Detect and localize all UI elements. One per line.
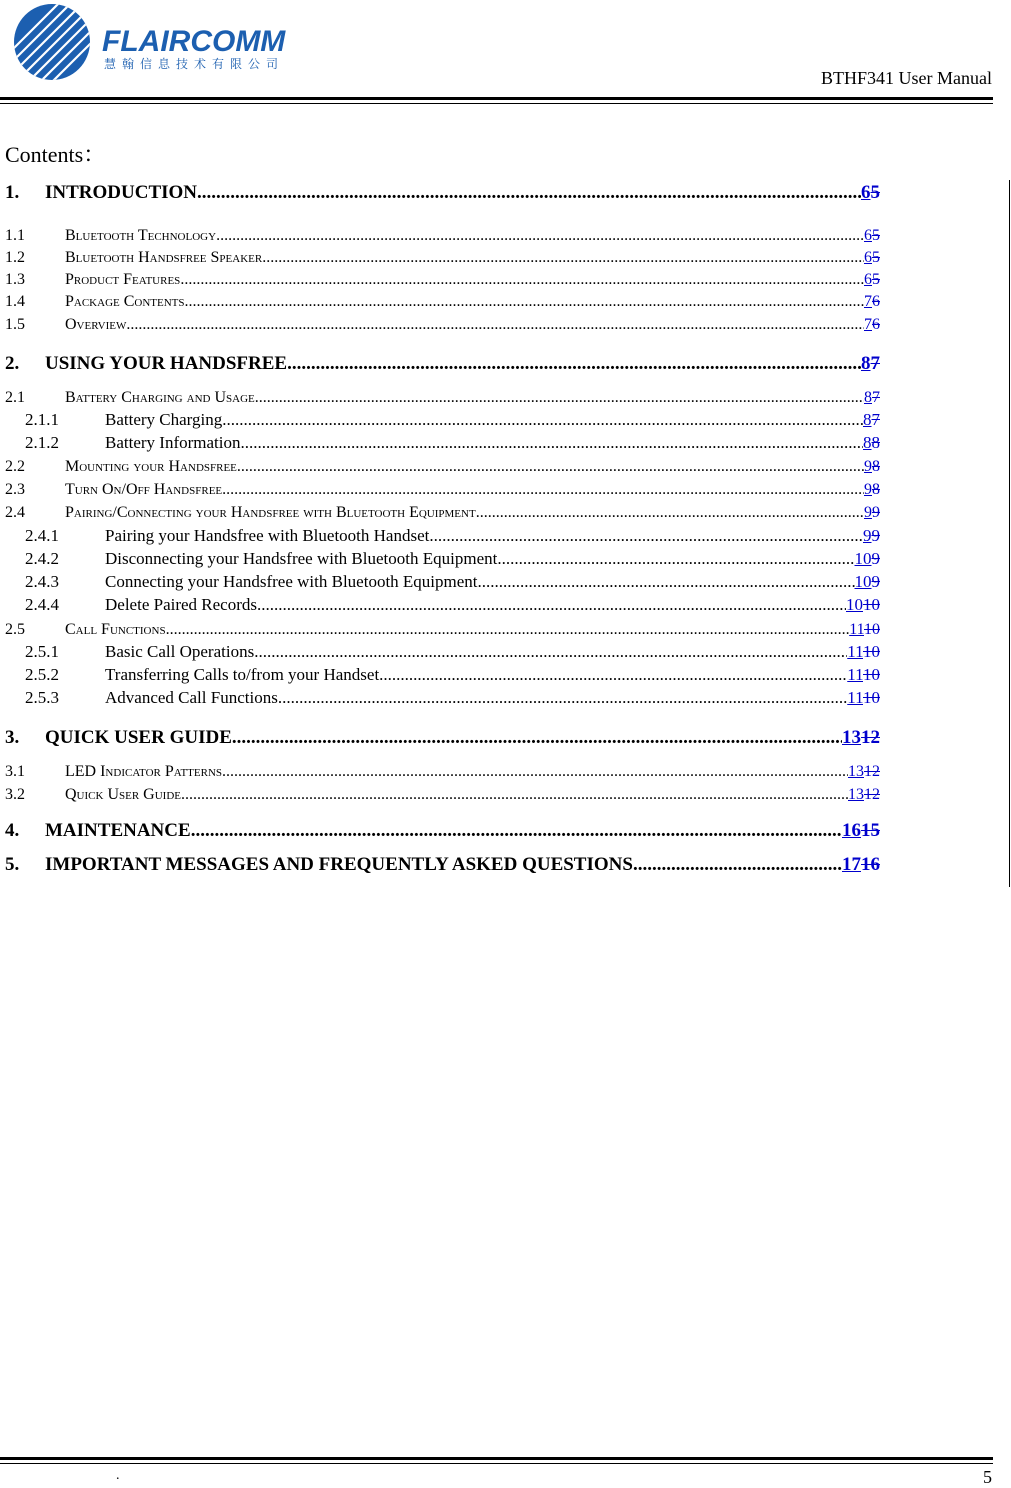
toc-number: 3.1 xyxy=(5,763,25,780)
toc-number: 2.4.2 xyxy=(25,549,59,568)
toc-page-ref[interactable] xyxy=(847,688,880,708)
toc-leader-dots xyxy=(222,410,863,430)
toc-page-new: 17 xyxy=(842,854,861,875)
toc-number: 1.5 xyxy=(5,316,25,333)
toc-number: 2.1.2 xyxy=(25,433,59,452)
toc-page-new: 11 xyxy=(847,642,863,661)
brand-name: FLAIRCOMM xyxy=(102,25,286,58)
toc-page-old: 5 xyxy=(872,249,880,266)
toc-leader-dots xyxy=(241,433,864,453)
toc-page-ref[interactable] xyxy=(863,526,880,546)
toc-leader-dots xyxy=(181,786,848,804)
toc-title: Bluetooth Handsfree Speaker xyxy=(65,249,263,266)
toc-page-old: 12 xyxy=(861,727,880,748)
toc-page-ref[interactable] xyxy=(864,293,880,311)
toc-entry[interactable] xyxy=(5,352,880,375)
toc-page-new: 11 xyxy=(847,665,863,684)
toc-page-ref[interactable] xyxy=(864,458,880,476)
toc-page-old: 12 xyxy=(864,786,880,803)
toc-title: INTRODUCTION xyxy=(45,182,198,203)
toc-title: Package Contents xyxy=(65,293,185,310)
toc-page-old: 8 xyxy=(871,433,880,452)
toc-page-old: 7 xyxy=(870,353,880,374)
toc-page-old: 7 xyxy=(871,410,880,429)
toc-page-old: 15 xyxy=(861,820,880,841)
toc-page-old: 16 xyxy=(861,854,880,875)
toc-page-ref[interactable] xyxy=(849,621,880,639)
toc-leader-dots xyxy=(262,249,864,267)
toc-page-new: 10 xyxy=(854,549,872,568)
toc-leader-dots xyxy=(255,389,864,407)
toc-entry[interactable] xyxy=(5,853,880,876)
toc-page-old: 8 xyxy=(872,458,880,475)
toc-page-old: 9 xyxy=(871,572,880,591)
toc-entry[interactable] xyxy=(5,726,880,749)
toc-page-ref[interactable] xyxy=(842,727,880,749)
toc-title: Overview xyxy=(65,316,127,333)
toc-entry[interactable] xyxy=(5,781,880,804)
toc-page-ref[interactable] xyxy=(855,572,881,592)
toc-leader-dots xyxy=(497,549,854,569)
toc-number: 2.1 xyxy=(5,389,25,406)
toc-title: Pairing/Connecting your Handsfree with Bluetooth Equipment xyxy=(65,504,476,521)
toc-entry[interactable] xyxy=(5,222,880,245)
toc-page-ref[interactable] xyxy=(864,316,880,334)
toc-page-new: 16 xyxy=(842,820,861,841)
document-title: BTHF341 User Manual xyxy=(821,68,992,88)
toc-page-ref[interactable] xyxy=(855,549,881,569)
toc-entry[interactable] xyxy=(5,288,880,311)
toc-title: Mounting your Handsfree xyxy=(65,458,237,475)
toc-page-ref[interactable] xyxy=(864,504,880,522)
toc-title: Product Features xyxy=(65,271,181,288)
toc-page-old: 10 xyxy=(863,688,880,707)
toc-title: Battery Charging xyxy=(105,410,223,429)
toc-page-new: 9 xyxy=(864,504,872,521)
toc-entry[interactable] xyxy=(5,453,880,476)
toc-entry[interactable] xyxy=(5,639,880,662)
toc-title: Turn On/Off Handsfree xyxy=(65,481,223,498)
toc-page-new: 8 xyxy=(861,353,871,374)
toc-leader-dots xyxy=(166,621,850,639)
toc-title: Bluetooth Technology xyxy=(65,227,217,244)
toc-entry[interactable] xyxy=(5,499,880,522)
toc-number: 1.1 xyxy=(5,227,25,244)
footer-rule-thin xyxy=(0,1463,993,1464)
toc-number: 2.5 xyxy=(5,621,25,638)
toc-entry[interactable] xyxy=(5,819,880,842)
toc-entry[interactable] xyxy=(5,616,880,639)
toc-leader-dots xyxy=(126,316,864,334)
toc-page-old: 5 xyxy=(872,227,880,244)
toc-number: 4. xyxy=(5,820,20,841)
toc-page-ref[interactable] xyxy=(842,820,880,842)
toc-number: 3.2 xyxy=(5,786,25,803)
toc-page-old: 5 xyxy=(872,271,880,288)
toc-number: 1.2 xyxy=(5,249,25,266)
toc-number: 5. xyxy=(5,854,20,875)
toc-page-new: 13 xyxy=(848,786,864,803)
footer-mark: . xyxy=(116,1468,120,1483)
toc-number: 2.5.2 xyxy=(25,665,59,684)
toc-title: Battery Information xyxy=(105,433,241,452)
toc-leader-dots xyxy=(429,526,863,546)
toc-page-new: 13 xyxy=(842,727,861,748)
toc-page-ref[interactable] xyxy=(847,665,880,685)
toc-leader-dots xyxy=(633,854,842,876)
toc-leader-dots xyxy=(379,665,847,685)
toc-entry[interactable] xyxy=(5,181,880,204)
toc-leader-dots xyxy=(254,642,847,662)
toc-title: Connecting your Handsfree with Bluetooth Equipment xyxy=(105,572,478,591)
toc-title: IMPORTANT MESSAGES AND FREQUENTLY ASKED QUESTIONS xyxy=(45,854,633,875)
toc-title: Disconnecting your Handsfree with Bluetooth Equipment xyxy=(105,549,498,568)
toc-entry[interactable] xyxy=(5,546,880,569)
footer-rule-thick xyxy=(0,1457,993,1460)
toc-page-old: 9 xyxy=(871,549,880,568)
toc-page-ref[interactable] xyxy=(864,271,880,289)
toc-leader-dots xyxy=(278,688,847,708)
toc-number: 2.1.1 xyxy=(25,410,59,429)
toc-page-new: 10 xyxy=(854,572,872,591)
toc-page-new: 6 xyxy=(861,182,871,203)
toc-page-ref[interactable] xyxy=(864,227,880,245)
toc-page-ref[interactable] xyxy=(863,410,880,430)
toc-number: 2.4.4 xyxy=(25,595,59,614)
toc-leader-dots xyxy=(232,727,842,749)
toc-entry[interactable] xyxy=(5,430,880,453)
toc-page-new: 9 xyxy=(863,526,872,545)
toc-page-old: 5 xyxy=(870,182,880,203)
toc-page-ref[interactable] xyxy=(848,786,880,804)
toc-entry[interactable] xyxy=(5,523,880,546)
toc-number: 1.3 xyxy=(5,271,25,288)
brand-subtitle: 慧翰信息技术有限公司 xyxy=(104,57,285,71)
toc-entry[interactable] xyxy=(5,758,880,781)
toc-page-new: 13 xyxy=(848,763,864,780)
toc-page-old: 12 xyxy=(864,763,880,780)
toc-entry[interactable] xyxy=(5,311,880,334)
toc-leader-dots xyxy=(222,481,864,499)
toc-title: Quick User Guide xyxy=(65,786,181,803)
toc-page-new: 7 xyxy=(864,293,872,310)
toc-leader-dots xyxy=(287,353,861,375)
toc-page-new: 6 xyxy=(864,249,872,266)
flaircomm-logo xyxy=(6,2,306,82)
page-number: 5 xyxy=(983,1467,992,1487)
toc-number: 2.2 xyxy=(5,458,25,475)
toc-leader-dots xyxy=(197,182,861,204)
toc-leader-dots xyxy=(476,504,864,522)
contents-heading: Contents： xyxy=(5,142,106,167)
toc-page-new: 7 xyxy=(864,316,872,333)
toc-title: QUICK USER GUIDE xyxy=(45,727,232,748)
toc-page-ref[interactable] xyxy=(864,481,880,499)
toc-page-old: 10 xyxy=(864,621,880,638)
toc-entry[interactable] xyxy=(5,592,880,615)
toc-title: Pairing your Handsfree with Bluetooth Handset xyxy=(105,526,430,545)
toc-leader-dots xyxy=(216,227,864,245)
toc-title: Battery Charging and Usage xyxy=(65,389,255,406)
toc-leader-dots xyxy=(222,763,848,781)
toc-leader-dots xyxy=(185,293,864,311)
toc-entry[interactable] xyxy=(5,244,880,267)
toc-page-new: 6 xyxy=(864,227,872,244)
toc-number: 2. xyxy=(5,353,20,374)
toc-title: Call Functions xyxy=(65,621,166,638)
toc-page-ref[interactable] xyxy=(861,182,880,204)
toc-page-new: 8 xyxy=(863,433,872,452)
toc-page-old: 6 xyxy=(872,316,880,333)
toc-number: 1. xyxy=(5,182,20,203)
toc-page-old: 9 xyxy=(872,504,880,521)
toc-page-new: 11 xyxy=(847,688,863,707)
toc-title: LED Indicator Patterns xyxy=(65,763,223,780)
toc-page-new: 9 xyxy=(864,481,872,498)
toc-title: MAINTENANCE xyxy=(45,820,191,841)
toc-title: Advanced Call Functions xyxy=(105,688,278,707)
toc-leader-dots xyxy=(180,271,864,289)
toc-page-old: 10 xyxy=(863,642,880,661)
toc-entry[interactable] xyxy=(5,569,880,592)
toc-page-ref[interactable] xyxy=(848,763,880,781)
toc-page-ref[interactable] xyxy=(847,642,880,662)
toc-title: Transferring Calls to/from your Handset xyxy=(105,665,380,684)
toc-page-ref[interactable] xyxy=(864,249,880,267)
toc-entry[interactable] xyxy=(5,685,880,708)
toc-number: 2.4.3 xyxy=(25,572,59,591)
toc-page-ref[interactable] xyxy=(861,353,880,375)
toc-entry[interactable] xyxy=(5,476,880,499)
toc-page-old: 10 xyxy=(863,595,880,614)
toc-number: 3. xyxy=(5,727,20,748)
toc-leader-dots xyxy=(257,595,846,615)
toc-page-old: 7 xyxy=(872,389,880,406)
toc-number: 2.5.3 xyxy=(25,688,59,707)
toc-title: Basic Call Operations xyxy=(105,642,255,661)
toc-page-ref[interactable] xyxy=(846,595,880,615)
toc-page-new: 10 xyxy=(846,595,863,614)
change-bar xyxy=(1009,180,1010,887)
toc-title: Delete Paired Records xyxy=(105,595,257,614)
toc-page-old: 9 xyxy=(871,526,880,545)
toc-page-new: 8 xyxy=(864,389,872,406)
toc-page-old: 8 xyxy=(872,481,880,498)
header-rule-thin xyxy=(0,103,993,104)
toc-page-new: 8 xyxy=(863,410,872,429)
toc-title: USING YOUR HANDSFREE xyxy=(45,353,288,374)
header-rule-thick xyxy=(0,97,993,100)
toc-entry[interactable] xyxy=(5,407,880,430)
toc-number: 2.3 xyxy=(5,481,25,498)
toc-page-ref[interactable] xyxy=(864,389,880,407)
toc-number: 1.4 xyxy=(5,293,25,310)
toc-page-old: 6 xyxy=(872,293,880,310)
toc-leader-dots xyxy=(237,458,864,476)
toc-number: 2.5.1 xyxy=(25,642,59,661)
toc-page-ref[interactable] xyxy=(842,854,880,876)
toc-entry[interactable] xyxy=(5,384,880,407)
toc-leader-dots xyxy=(478,572,855,592)
toc-number: 2.4.1 xyxy=(25,526,59,545)
toc-page-new: 11 xyxy=(849,621,864,638)
toc-number: 2.4 xyxy=(5,504,25,521)
toc-leader-dots xyxy=(191,820,842,842)
toc-page-new: 9 xyxy=(864,458,872,475)
toc-page-new: 6 xyxy=(864,271,872,288)
toc-page-old: 10 xyxy=(863,665,880,684)
toc-page-ref[interactable] xyxy=(863,433,880,453)
toc-entry[interactable] xyxy=(5,266,880,289)
toc-entry[interactable] xyxy=(5,662,880,685)
